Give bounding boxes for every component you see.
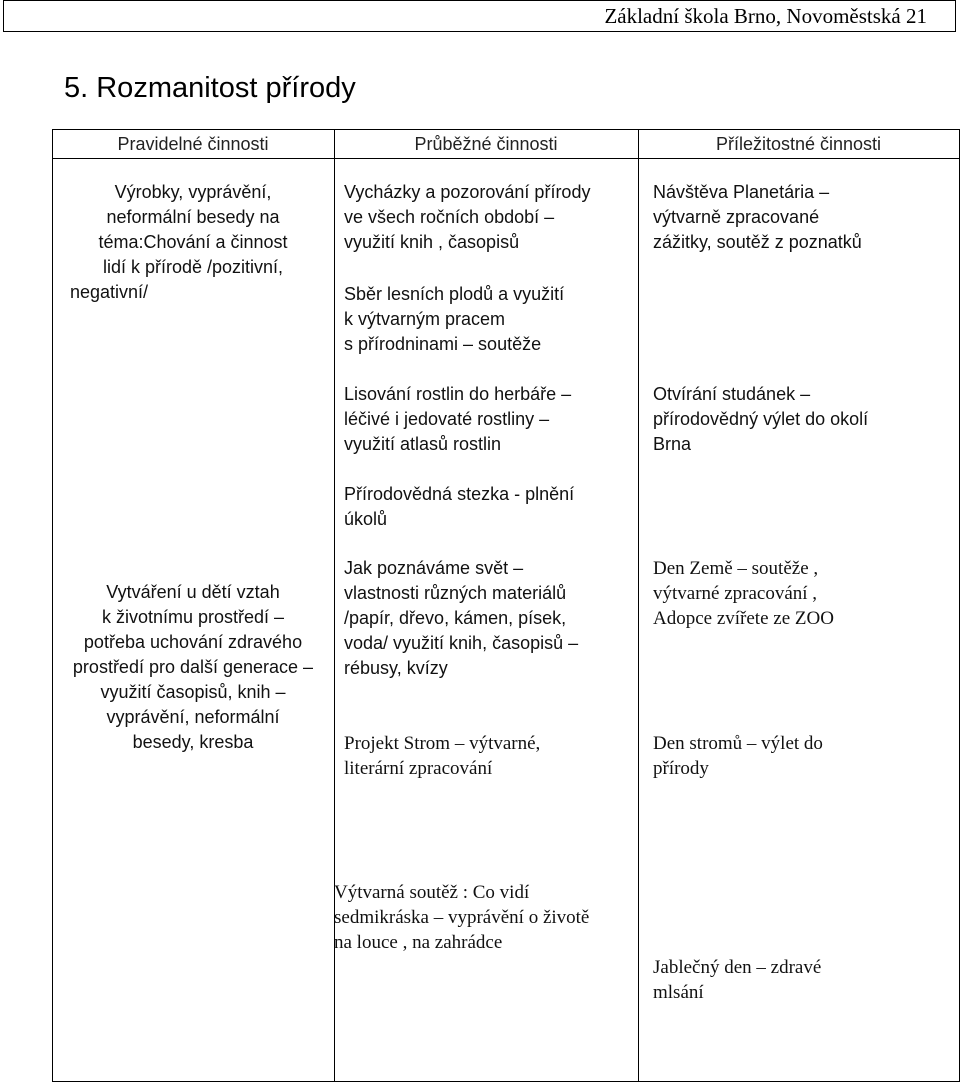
text-line: Jak poznáváme svět – [344,558,524,578]
text-line: Adopce zvířete ze ZOO [653,608,834,629]
text-line: ve všech ročních období – [344,207,555,227]
text-line: voda/ využití knih, časopisů – [344,633,579,653]
document-header [3,0,956,32]
ongoing-block-6 [344,731,634,781]
text-line: mlsání [653,982,704,1003]
text-line: /papír, dřevo, kámen, písek, [344,608,567,628]
text-line: sedmikráska – vyprávění o životě [334,907,590,928]
text-line: výtvarně zpracované [653,207,820,227]
text-line: Brna [653,434,692,454]
occasional-block-4 [653,731,953,781]
column-header-regular: Pravidelné činnosti [117,134,269,154]
text-line: neformální besedy na [106,207,280,227]
section-title: 5. Rozmanitost přírody [64,72,356,104]
ongoing-block-3 [344,382,634,457]
text-line: zážitky, soutěž z poznatků [653,232,862,252]
text-line: výtvarné zpracování , [653,583,818,604]
text-line: Den stromů – výlet do [653,733,823,754]
text-line: téma:Chování a činnost [98,232,288,252]
text-line: vlastnosti různých materiálů [344,583,567,603]
text-line: rébusy, kvízy [344,658,448,678]
text-line: využití knih , časopisů [344,232,520,252]
text-line: léčivé i jedovaté rostliny – [344,409,550,429]
text-line: na louce , na zahrádce [334,932,503,953]
text-line: Návštěva Planetária – [653,182,830,202]
ongoing-block-7 [334,880,634,955]
text-line: využití atlasů rostlin [344,434,502,454]
text-line: k výtvarným pracem [344,309,506,329]
text-line: Sběr lesních plodů a využití [344,284,565,304]
text-line: Výrobky, vyprávění, [114,182,272,202]
text-line: Přírodovědná stezka - plnění [344,484,575,504]
school-name: Základní škola Brno, Novoměstská 21 [604,3,927,28]
text-line: úkolů [344,509,388,529]
column-header-occasional: Příležitostné činnosti [715,134,882,154]
occasional-block-1 [653,180,953,255]
occasional-block-5 [653,955,953,1005]
regular-block-2 [52,580,334,755]
text-line: Den Země – soutěže , [653,558,819,579]
text-line: přírody [653,758,709,779]
column-header-ongoing: Průběžné činnosti [414,134,558,154]
text-line: Jablečný den – zdravé [653,957,822,978]
text-line: Projekt Strom – výtvarné, [344,733,541,754]
text-line: potřeba uchování zdravého [83,632,303,652]
text-line: k životnímu prostředí – [101,607,285,627]
text-line: Vycházky a pozorování přírody [344,182,591,202]
text-line: literární zpracování [344,758,493,779]
occasional-block-2 [653,382,953,457]
table-divider-2 [638,129,639,1082]
text-line: vyprávění, neformální [106,707,280,727]
ongoing-block-2 [344,282,634,357]
text-line: negativní/ [70,282,149,302]
text-line: Výtvarná soutěž : Co vidí [334,882,530,903]
text-line: prostředí pro další generace – [72,657,314,677]
regular-block-1 [52,180,334,305]
text-line: Otvírání studánek – [653,384,811,404]
text-line: Lisování rostlin do herbáře – [344,384,572,404]
ongoing-block-1 [344,180,634,255]
text-line: přírodovědný výlet do okolí [653,409,869,429]
text-line: s přírodninami – soutěže [344,334,542,354]
occasional-block-3 [653,556,953,631]
ongoing-block-5 [344,556,634,681]
text-line: besedy, kresba [132,732,254,752]
ongoing-block-4 [344,482,634,532]
text-line: lidí k přírodě /pozitivní, [102,257,284,277]
text-line: využití časopisů, knih – [100,682,286,702]
text-line: Vytváření u dětí vztah [106,582,280,602]
